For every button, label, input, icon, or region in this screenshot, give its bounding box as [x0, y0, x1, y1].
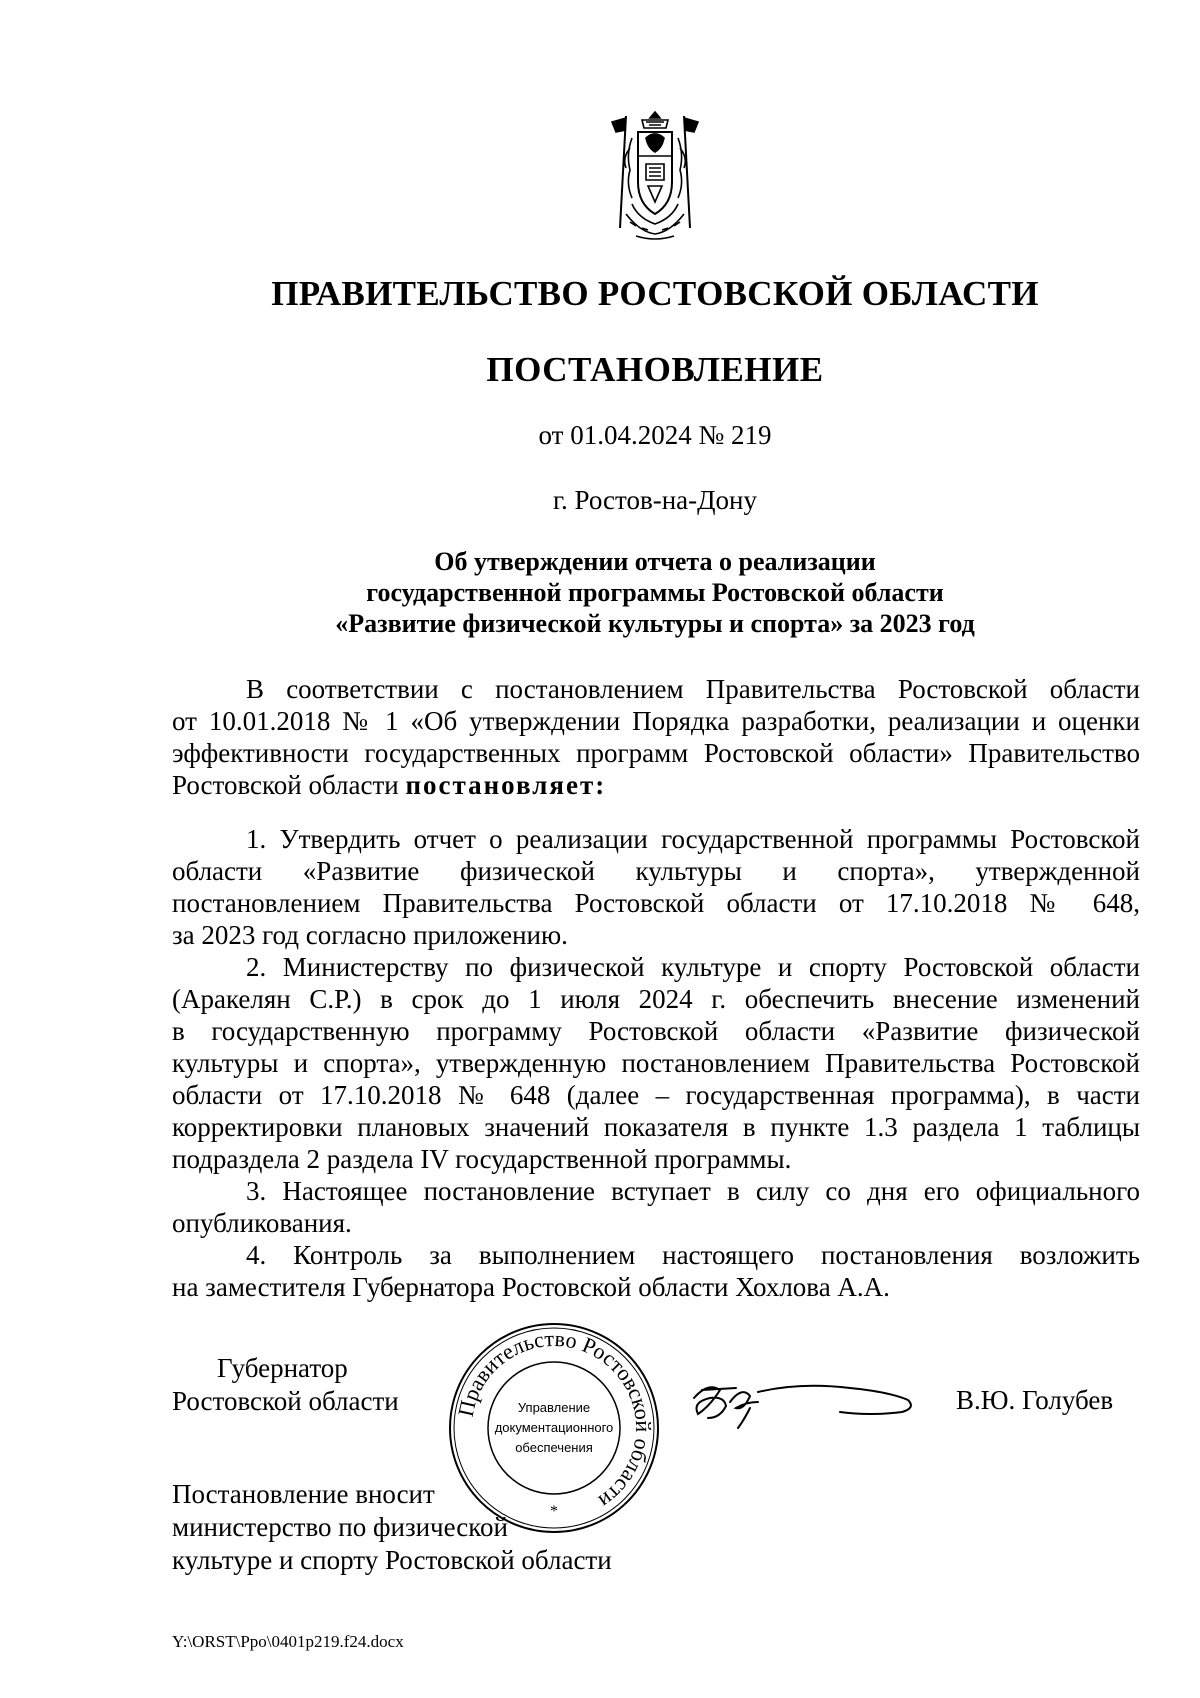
subject-line: Об утверждении отчета о реализации: [434, 547, 876, 576]
stamp-outer-text: Правительство Ростовской области: [452, 1325, 657, 1515]
stamp-inner-line: Управление: [517, 1400, 591, 1415]
text-line: [172, 769, 1140, 801]
decree-word: постановляет:: [405, 770, 607, 800]
item-line: постановлением Правительства Ростовской области от 17.10.2018 № 648,: [172, 888, 1140, 918]
document-type-title: ПОСТАНОВЛЕНИЕ: [486, 350, 824, 389]
text-fragment: Ростовской области: [172, 770, 406, 800]
preamble-paragraph: [172, 673, 1140, 801]
initiator-note: [172, 1478, 612, 1577]
document-subject: [0, 546, 1200, 639]
item-line: (Аракелян С.Р.) в срок до 1 июля 2024 г. обеспечить внесение изменений: [172, 984, 1140, 1014]
initiator-line: Постановление вносит: [172, 1479, 435, 1509]
document-date-number: от 01.04.2024 № 219: [538, 420, 772, 450]
subject-line: государственной программы Ростовской области: [366, 578, 944, 607]
item-line: за 2023 год согласно приложению.: [172, 920, 568, 950]
handwritten-signature: [680, 1362, 930, 1442]
item-line: 1. Утвердить отчет о реализации государственной программы Ростовской: [246, 824, 1140, 854]
stamp-inner-line: документационного: [494, 1420, 614, 1435]
item-line: области «Развитие физической культуры и спорта», утвержденной: [172, 856, 1140, 886]
item-line: опубликования.: [172, 1208, 352, 1238]
signatory-title: [172, 1352, 399, 1418]
initiator-line: министерство по физической: [172, 1512, 508, 1542]
initiator-line: культуре и спорту Ростовской области: [172, 1545, 612, 1575]
signatory-title-line: Ростовской области: [172, 1386, 399, 1416]
text-line: от 10.01.2018 № 1 «Об утверждении Порядка разработки, реализации и оценки: [172, 706, 1140, 736]
stamp-star-icon: *: [550, 1503, 558, 1520]
file-path-footer: Y:\ORST\Ppo\0401p219.f24.docx: [172, 1632, 404, 1651]
stamp-inner-line: обеспечения: [515, 1440, 593, 1455]
item-line: 4. Контроль за выполнением настоящего постановления возложить: [246, 1240, 1140, 1270]
government-title: ПРАВИТЕЛЬСТВО РОСТОВСКОЙ ОБЛАСТИ: [271, 274, 1039, 313]
text-line: В соответствии с постановлением Правительства Ростовской области: [246, 674, 1140, 704]
signatory-title-line: Губернатор: [217, 1353, 348, 1383]
coat-of-arms-emblem: [596, 108, 714, 242]
item-line: на заместителя Губернатора Ростовской области Хохлова А.А.: [172, 1272, 890, 1302]
item-line: 3. Настоящее постановление вступает в силу со дня его официального: [246, 1176, 1140, 1206]
item-line: культуры и спорта», утвержденную постановлением Правительства Ростовской: [172, 1048, 1140, 1078]
item-line: корректировки плановых значений показателя в пункте 1.3 раздела 1 таблицы: [172, 1112, 1140, 1142]
item-line: в государственную программу Ростовской области «Развитие физической: [172, 1016, 1140, 1046]
decree-items: [172, 823, 1140, 1303]
subject-line: «Развитие физической культуры и спорта» за 2023 год: [335, 609, 975, 638]
signatory-name: В.Ю. Голубев: [956, 1385, 1114, 1415]
item-line: подраздела 2 раздела IV государственной программы.: [172, 1144, 792, 1174]
document-place: г. Ростов-на-Дону: [552, 485, 757, 515]
item-line: 2. Министерству по физической культуре и спорту Ростовской области: [246, 952, 1140, 982]
item-line: области от 17.10.2018 № 648 (далее – государственная программа), в части: [172, 1080, 1140, 1110]
text-line: эффективности государственных программ Ростовской области» Правительство: [172, 738, 1140, 768]
